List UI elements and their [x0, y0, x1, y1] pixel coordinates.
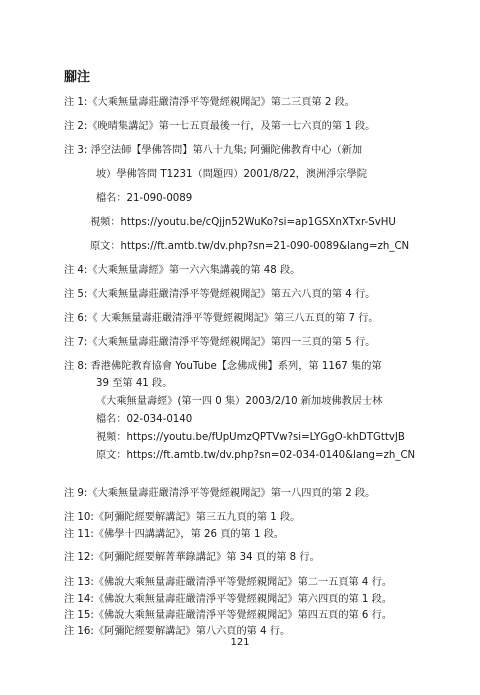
- page-number: 121: [230, 637, 250, 648]
- footnote-3-cont: 坡）學佛答問 T1231（問題四）2001/8/22，澳洲淨宗學院: [96, 169, 367, 180]
- footnote-11: 注 11:《佛學十四講講記》，第 26 頁的第 1 段。: [64, 529, 285, 540]
- footnote-16: 注 16:《阿彌陀經要解講記》第八六頁的第 4 行。: [64, 626, 291, 637]
- footnote-12: 注 12:《阿彌陀經要解菁華錄講記》第 34 頁的第 8 行。: [64, 552, 320, 563]
- footnote-4: 注 4:《大乘無量壽經》第一六六集講義的第 48 段。: [64, 265, 301, 276]
- footnote-2: 注 2:《晚晴集講記》第一七五頁最後一行，及第一七六頁的第 1 段。: [64, 121, 376, 132]
- footnote-1: 注 1:《大乘無量壽莊嚴清淨平等覺經親聞記》第二三頁第 2 段。: [64, 97, 355, 108]
- footnote-8: 注 8: 香港佛陀教育協會 YouTube【念佛成佛】系列，第 1167 集的第: [64, 361, 382, 372]
- footnote-3: 注 3: 淨空法師【學佛答問】第八十九集; 阿彌陀佛教育中心（新加: [64, 145, 363, 156]
- footnote-3-video: 視頻：https://youtu.be/cQjjn52WuKo?si=ap1GSXnXTxr-SvHU: [90, 217, 396, 228]
- footnote-8-cont: 39 至第 41 段。: [96, 378, 173, 389]
- footnote-5: 注 5:《大乘無量壽莊嚴清淨平等覺經親聞記》第五六八頁的第 4 行。: [64, 289, 376, 300]
- footnotes-heading: 腳注: [64, 70, 91, 85]
- footnote-8-filename: 檔名：02-034-0140: [96, 414, 193, 425]
- footnote-9: 注 9:《大乘無量壽莊嚴清淨平等覺經親聞記》第一八四頁的第 2 段。: [64, 488, 376, 499]
- footnote-13: 注 13:《佛說大乘無量壽莊嚴清淨平等覺經親聞記》第二一五頁第 4 行。: [64, 577, 393, 588]
- footnote-7: 注 7:《大乘無量壽莊嚴清淨平等覺經親聞記》第四一三頁的第 5 行。: [64, 337, 376, 348]
- footnote-14: 注 14:《佛說大乘無量壽莊嚴清淨平等覺經親聞記》第六四頁的第 1 段。: [64, 594, 393, 605]
- footnote-8-source: 原文：https://ft.amtb.tw/dv.php?sn=02-034-0140&lang=zh_CN: [96, 450, 416, 461]
- footnote-3-source: 原文：https://ft.amtb.tw/dv.php?sn=21-090-0089&lang=zh_CN: [90, 241, 410, 252]
- footnote-15: 注 15:《佛說大乘無量壽莊嚴清淨平等覺經親聞記》第四五頁的第 6 行。: [64, 610, 393, 621]
- footnote-8-video: 視頻：https://youtu.be/fUpUmzQPTVw?si=LYGgO-khDTGttvJB: [96, 432, 405, 443]
- footnote-8-title: 《大乘無量壽經》(第一四 0 集）2003/2/10 新加坡佛教居士林: [96, 396, 383, 407]
- footnote-6: 注 6:《 大乘無量壽莊嚴清淨平等覺經親聞記》第三八五頁的第 7 行。: [64, 313, 379, 324]
- footnote-3-filename: 檔名：21-090-0089: [96, 193, 193, 204]
- footnote-10: 注 10:《阿彌陀經要解講記》第三五九頁的第 1 段。: [64, 512, 301, 523]
